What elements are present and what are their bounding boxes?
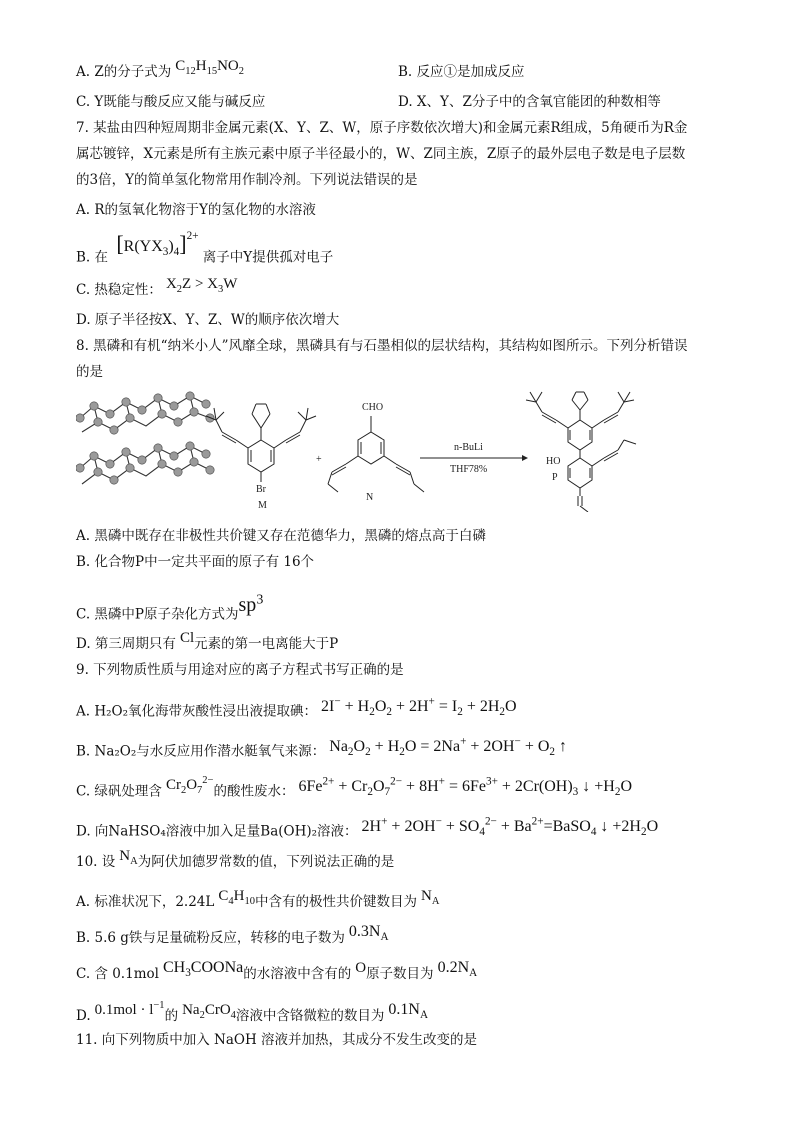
q8-stem-line2: 的是 xyxy=(76,364,103,380)
q11-stem: 11. 向下列物质中加入 NaOH 溶液并加热，其成分不发生改变的是 xyxy=(76,1032,478,1048)
condition-label: THF78% xyxy=(450,464,488,475)
phosphorus-atoms xyxy=(76,392,214,484)
molecule-n xyxy=(328,416,424,492)
label-ho: HO xyxy=(546,456,561,467)
label-m: M xyxy=(258,500,267,511)
q10-concentration: $0.1mol \cdot l^{-1}$ xyxy=(94,1000,165,1018)
q7-stem-line3: 的3倍，Y的简单氢化物常用作制冷剂。下列说法错误的是 xyxy=(76,172,418,188)
q10-value-c: $0.2N_A$ xyxy=(437,959,478,980)
q6-option-b: B. 反应①是加成反应 xyxy=(398,64,525,80)
q9-equation-d: $2H^+ + 2OH^- + SO_4^{2-}$ + $Ba^{2+}=BaSO_4$ ↓ $+2H_2O$ xyxy=(361,816,659,839)
q6-option-d: D. X、Y、Z分子中的含氧官能团的种数相等 xyxy=(398,94,661,110)
q10-na-a: $N_A$ xyxy=(420,888,440,907)
q6-option-c: C. Y既能与酸反应又能与碱反应 xyxy=(76,94,266,110)
q8-figure xyxy=(76,388,726,512)
q7-option-a: A. R的氢氧化物溶于Y的氢化物的水溶液 xyxy=(76,202,316,218)
q8-element-cl: Cl xyxy=(179,630,195,646)
molecule-p xyxy=(526,392,636,512)
q9-stem: 9. 下列物质性质与用途对应的离子方程式书写正确的是 xyxy=(76,662,404,678)
q9-equation-c: $6Fe^{2+} + Cr_2O_7^{2-} + 8H^+ = 6Fe^{3+} + 2Cr(OH)_3$ ↓ $+H_2O$ xyxy=(298,776,632,799)
q8-option-a: A. 黑磷中既存在非极性共价键又存在范德华力，黑磷的熔点高于白磷 xyxy=(76,528,486,544)
q10-butane: $C_4H_{10}$ xyxy=(218,888,255,907)
q9-option-c: C. 绿矾处理含 $Cr_2O_7^{2-}$的酸性废水： $6Fe^{2+} + Cr_2O_7^{2-} + 8H^+ = 6Fe^{3+} + 2Cr(OH)_3$ ↓ $+H_2O$ xyxy=(76,775,632,800)
q9-option-b: B. Na₂O₂与水反应用作潜水艇氧气来源： $Na_2O_2 + H_2O = 2Na^+ + 2OH^- + O_2$ ↑ xyxy=(76,736,568,760)
q8-option-b: B. 化合物P中一定共平面的原子有 16个 xyxy=(76,554,315,570)
label-cho: CHO xyxy=(362,402,384,413)
reagent-label: n-BuLi xyxy=(454,442,483,453)
q8-stem-line1: 8. 黑磷和有机“纳米小人”风靡全球，黑磷具有与石墨相似的层状结构，其结构如图所示。下列分析错误 xyxy=(76,338,688,354)
label-n: N xyxy=(366,492,374,503)
q7-stem-line1: 7. 某盐由四种短周期非金属元素(X、Y、Z、W，原子序数依次增大)和金属元素R组成，5角硬币为R金 xyxy=(76,120,688,136)
q10-option-c: C. 含 0.1mol $CH_3COONa$的水溶液中含有的 O原子数目为 $0.2N_A$ xyxy=(76,959,478,982)
q10-acetate: $CH_3COONa$ xyxy=(162,959,244,980)
q7-option-c: C. 热稳定性： $X_2Z > X_3W$ xyxy=(76,276,238,298)
q8-figure-svg xyxy=(76,388,726,512)
q10-value-b: $0.3N_A$ xyxy=(348,923,389,944)
q8-option-d: D. 第三周期只有 Cl元素的第一电离能大于P xyxy=(76,630,339,652)
q7-complex-ion: $[R(YX_3)_4]^{2+}$ xyxy=(116,230,199,259)
plus-sign: + xyxy=(316,454,322,465)
label-br: Br xyxy=(256,484,266,495)
q8-hybridization: $sp^3$ xyxy=(238,592,264,616)
reaction-arrowhead xyxy=(522,455,528,461)
q9-equation-b: $Na_2O_2 + H_2O = 2Na^+ + 2OH^- + O_2$ ↑ xyxy=(329,736,568,759)
q9-option-d: D. 向NaHSO₄溶液中加入足量Ba(OH)₂溶液： $2H^+ + 2OH^- + SO_4^{2-}$ + $Ba^{2+}=BaSO_4$ ↓ $+2H_2O$ xyxy=(76,816,659,840)
q10-na-symbol: $N_A$ xyxy=(119,848,138,867)
q10-stem: 10. 设 $N_A$为阿伏加德罗常数的值，下列说法正确的是 xyxy=(76,848,395,870)
molecule-m xyxy=(206,404,316,482)
q6-option-a: A. Z的分子式为 $C_{12}H_{15}NO_2$ xyxy=(76,58,244,80)
q7-stem-line2: 属芯镀锌，X元素是所有主族元素中原子半径最小的，W、Z同主族，Z原子的最外层电子数是电子层数 xyxy=(76,146,686,162)
q10-option-b: B. 5.6 g铁与足量硫粉反应，转移的电子数为 $0.3N_A$ xyxy=(76,923,389,946)
q10-chromate: $Na_2CrO_4$ xyxy=(182,1002,236,1021)
label-p: P xyxy=(552,472,558,483)
q10-option-a: A. 标准状况下，2.24L $C_4H_{10}$中含有的极性共价键数目为 $N_A$ xyxy=(76,888,440,910)
q7-stability-formula: $X_2Z > X_3W$ xyxy=(165,276,238,295)
q9-equation-a: $2I^- + H_2O_2 + 2H^+ = I_2 + 2H_2O$ xyxy=(321,696,517,719)
q9-dichromate: $Cr_2O_7^{2-}$ xyxy=(165,775,214,797)
q10-option-d: D. $0.1mol \cdot l^{-1}$的 $Na_2CrO_4$溶液中含铬微粒的数目为 $0.1N_A$ xyxy=(76,1000,429,1024)
q9-option-a: A. H₂O₂氧化海带灰酸性浸出液提取碘： $2I^- + H_2O_2 + 2H^+ = I_2 + 2H_2O$ xyxy=(76,696,517,720)
q6-formula: $C_{12}H_{15}NO_2$ xyxy=(175,58,244,77)
q10-oxygen: O xyxy=(355,960,367,976)
q7-option-d: D. 原子半径按X、Y、Z、W的顺序依次增大 xyxy=(76,312,340,328)
q10-value-d: $0.1N_A$ xyxy=(388,1001,429,1022)
q8-option-c: C. 黑磷中P原子杂化方式为$sp^3$ xyxy=(76,592,264,623)
q7-option-b: B. 在 $[R(YX_3)_4]^{2+}$ 离子中Y提供孤对电子 xyxy=(76,230,334,266)
